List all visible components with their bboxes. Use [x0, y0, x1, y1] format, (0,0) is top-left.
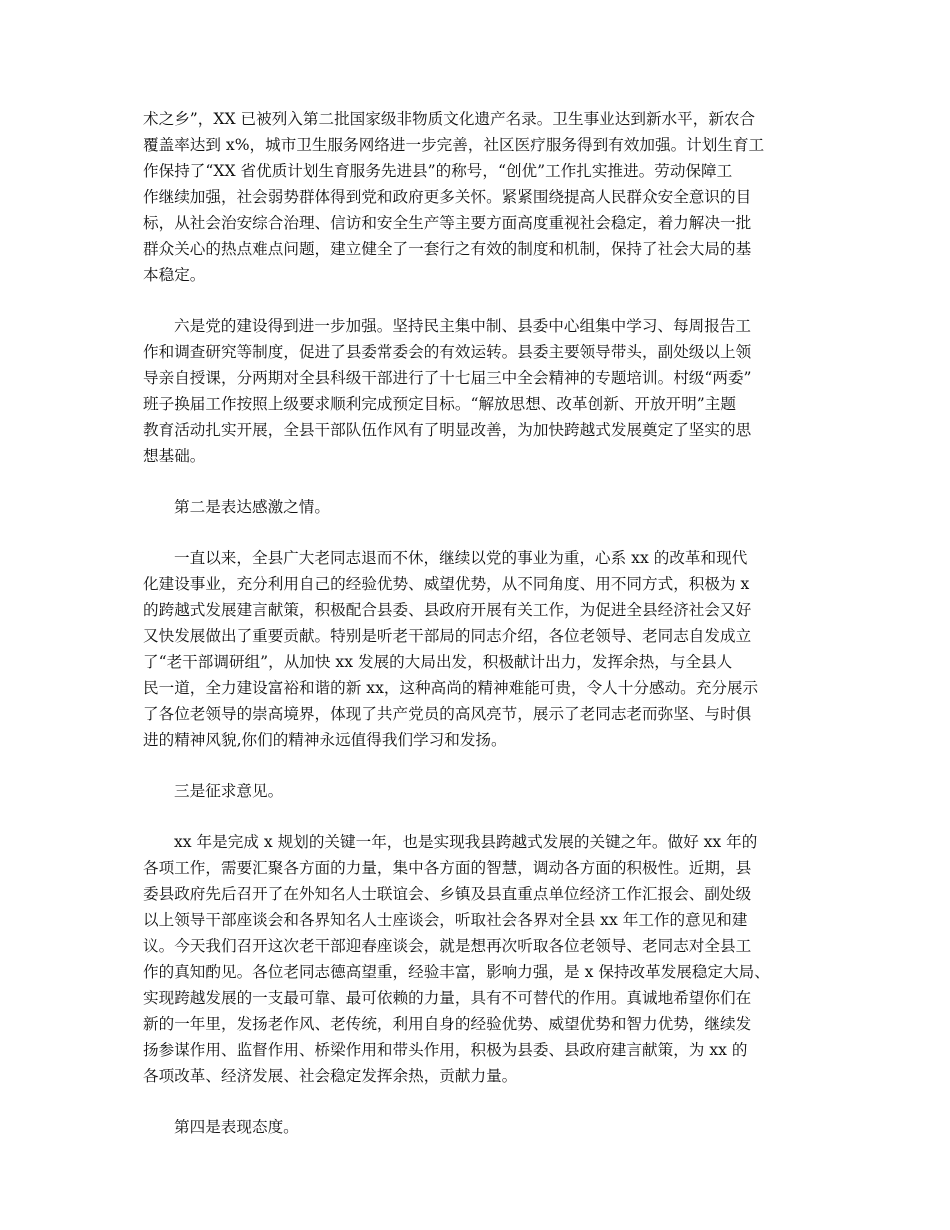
text-line: 了“老干部调研组”，从加快 xx 发展的大局出发，积极献计出力，发挥余热，与全县人 [143, 653, 733, 671]
text-line: xx 年是完成 x 规划的关键一年，也是实现我县跨越式发展的关键之年。做好 xx 年的 [174, 833, 758, 851]
heading-opinions [143, 778, 813, 804]
text-line: 一直以来，全县广大老同志退而不休，继续以党的事业为重，心系 xx 的改革和现代 [174, 549, 748, 567]
text-line: 的跨越式发展建言献策，积极配合县委、县政府开展有关工作，为促进全县经济社会又好 [143, 601, 752, 619]
text-line: 进的精神风貌,你们的精神永远值得我们学习和发扬。 [143, 731, 507, 749]
text-line: 作和调查研究等制度，促进了县委常委会的有效运转。县委主要领导带头，副处级以上领 [143, 343, 752, 361]
text-line: 各项工作，需要汇聚各方面的力量，集中各方面的智慧，调动各方面的积极性。近期，县 [143, 859, 752, 877]
text-line: 化建设事业，充分利用自己的经验优势、威望优势，从不同角度、用不同方式，积极为 x [143, 575, 750, 593]
section-heading: 三是征求意见。 [174, 782, 284, 800]
heading-attitude [143, 1114, 813, 1140]
text-line: 委县政府先后召开了在外知名人士联谊会、乡镇及县直重点单位经济工作汇报会、副处级 [143, 885, 752, 903]
text-line: 覆盖率达到 x%，城市卫生服务网络进一步完善，社区医疗服务得到有效加强。计划生育工 [143, 136, 765, 154]
paragraph-opinions [143, 829, 813, 1089]
text-line: 了各位老领导的崇高境界，体现了共产党员的高风亮节，展示了老同志老而弥坚、与时俱 [143, 705, 752, 723]
text-line: 议。今天我们召开这次老干部迎春座谈会，就是想再次听取各位老领导、老同志对全县工 [143, 937, 752, 955]
document-body [143, 106, 813, 1165]
text-line: 扬参谋作用、监督作用、桥梁作用和带头作用，积极为县委、县政府建言献策，为 xx 的 [143, 1041, 748, 1059]
text-line: 六是党的建设得到进一步加强。坚持民主集中制、县委中心组集中学习、每周报告工 [174, 317, 751, 335]
text-line: 本稳定。 [143, 266, 206, 284]
text-line: 又快发展做出了重要贡献。特别是听老干部局的同志介绍，各位老领导、老同志自发成立 [143, 627, 752, 645]
section-heading: 第四是表现态度。 [174, 1118, 299, 1136]
text-line: 术之乡”，XX 已被列入第二批国家级非物质文化遗产名录。卫生事业达到新水平，新农合 [143, 110, 756, 128]
text-line: 新的一年里，发扬老作风、老传统，利用自身的经验优势、威望优势和智力优势，继续发 [143, 1015, 752, 1033]
paragraph-social-stability [143, 106, 813, 288]
text-line: 以上领导干部座谈会和各界知名人士座谈会，听取社会各界对全县 xx 年工作的意见和建 [143, 911, 748, 929]
text-line: 实现跨越发展的一支最可靠、最可依赖的力量，具有不可替代的作用。真诚地希望你们在 [143, 989, 752, 1007]
text-line: 想基础。 [143, 447, 206, 465]
heading-gratitude [143, 494, 813, 520]
text-line: 导亲自授课，分两期对全县科级干部进行了十七届三中全会精神的专题培训。村级“两委” [143, 369, 752, 387]
text-line: 作继续加强，社会弱势群体得到党和政府更多关怀。紧紧围绕提高人民群众安全意识的目 [143, 188, 752, 206]
section-heading: 第二是表达感激之情。 [174, 498, 330, 516]
paragraph-party-building [143, 313, 813, 469]
text-line: 作的真知酌见。各位老同志德高望重，经验丰富，影响力强，是 x 保持改革发展稳定大局、 [143, 963, 770, 981]
text-line: 各项改革、经济发展、社会稳定发挥余热，贡献力量。 [143, 1067, 518, 1085]
text-line: 教育活动扎实开展，全县干部队伍作风有了明显改善，为加快跨越式发展奠定了坚实的思 [143, 421, 752, 439]
text-line: 作保持了“XX 省优质计划生育服务先进县”的称号，“创优”工作扎实推进。劳动保障工 [143, 162, 733, 180]
text-line: 民一道，全力建设富裕和谐的新 xx，这种高尚的精神难能可贵，令人十分感动。充分展示 [143, 679, 759, 697]
paragraph-gratitude [143, 545, 813, 753]
text-line: 标，从社会治安综合治理、信访和安全生产等主要方面高度重视社会稳定，着力解决一批 [143, 214, 752, 232]
text-line: 群众关心的热点难点问题，建立健全了一套行之有效的制度和机制，保持了社会大局的基 [143, 240, 752, 258]
text-line: 班子换届工作按照上级要求顺利完成预定目标。“解放思想、改革创新、开放开明”主题 [143, 395, 736, 413]
